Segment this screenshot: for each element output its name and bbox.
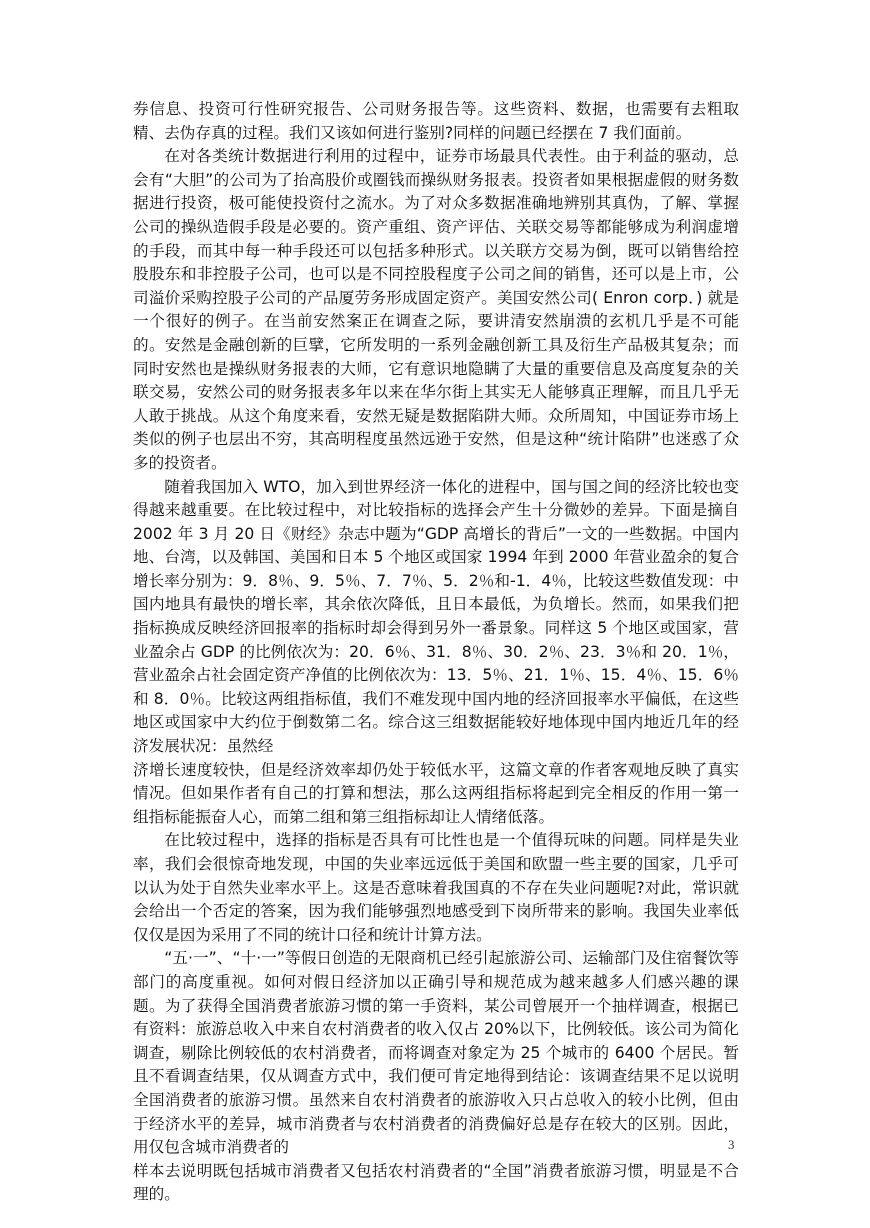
paragraph-wto-comparison: 随着我国加入 WTO，加入到世界经济一体化的进程中，国与国之间的经济比较也变得越来越重要。在比较过程中，对比较指标的选择会产生十分微妙的差异。下面是摘自 2002 年 3 月 20 日《财经》杂志中题为“GDP 高增长的背后”一文的一些数据。中国内地、台湾，以及韩国、美国和日本 5 个地区或国家 1994 年到 2000 年营业盈余的复合增长率分别为：9．8％、9．5％、7．7％、5．2％和-1．4％，比较这些数值发现：中国内地具有最快的增长率，其余依次降低，且日本最低，为负增长。然而，如果我们把指标换成反映经济回报率的指标时却会得到另外一番景象。同样这 5 个地区或国家，营业盈余占 GDP 的比例依次为：20．6％、31．8％、30．2％、23．3％和 20．1％，营业盈余占社会固定资产净值的比例依次为：13．5％、21．1％、15．4％、15．6％和 8．0％。比较这两组指标值，我们不难发现中国内地的经济回报率水平偏低，在这些地区或国家中大约位于倒数第二名。综合这三组数据能较好地体现中国内地近几年的经济发展状况：虽然经 [133,477,739,756]
paragraph-wto-continued: 济增长速度较快，但是经济效率却仍处于较低水平，这篇文章的作者客观地反映了真实情况。但如果作者有自己的打算和想法，那么这两组指标将起到完全相反的作用一第一组指标能振奋人心，而第二组和第三组指标却让人情绪低落。 [133,760,739,826]
page-number: 3 [728,1137,735,1152]
paragraph-holiday-economy: “五·一”、“十·一”等假日创造的无限商机已经引起旅游公司、运输部门及住宿餐饮等部门的高度重视。如何对假日经济加以正确引导和规范成为越来越多人们感兴趣的课题。为了获得全国消费者旅游习惯的第一手资料，某公司曾展开一个抽样调查，根据已有资料：旅游总收入中来自农村消费者的收入仅占 20%以下，比例较低。该公司为简化调查，剔除比例较低的农村消费者，而将调查对象定为 25 个城市的 6400 个居民。暂且不看调查结果，仅从调查方式中，我们便可肯定地得到结论：该调查结果不足以说明全国消费者的旅游习惯。虽然来自农村消费者的旅游收入只占总收入的较小比例，但由于经济水平的差异，城市消费者与农村消费者的消费偏好总是存在较大的区别。因此，用仅包含城市消费者的 [133,949,739,1157]
paragraph-continued: 券信息、投资可行性研究报告、公司财务报告等。这些资料、数据，也需要有去粗取精、去伪存真的过程。我们又该如何进行鉴别?同样的问题已经摆在 7 我们面前。 [133,100,739,142]
paragraph-unemployment: 在比较过程中，选择的指标是否具有可比性也是一个值得玩味的问题。同样是失业率，我们会很惊奇地发现，中国的失业率远远低于美国和欧盟一些主要的国家，几乎可以认为处于自然失业率水平上。这是否意味着我国真的不存在失业问题呢?对此，常识就会给出一个否定的答案，因为我们能够强烈地感受到下岗所带来的影响。我国失业率低仅仅是因为采用了不同的统计口径和统计计算方法。 [133,831,739,944]
paragraph-holiday-continued: 样本去说明既包括城市消费者又包括农村消费者的“全国”消费者旅游习惯，明显是不合理的。 [133,1161,739,1204]
body-text [133,98,739,1207]
paragraph-securities-market: 在对各类统计数据进行利用的过程中，证券市场最具代表性。由于利益的驱动，总会有“大胆”的公司为了抬高股价或圈钱而操纵财务报表。投资者如果根据虚假的财务数据进行投资，极可能使投资付之流水。为了对众多数据准确地辨别其真伪，了解、掌握公司的操纵造假手段是必要的。资产重组、资产评估、关联交易等都能够成为利润虚增的手段，而其中每一种手段还可以包括多种形式。以关联方交易为倒，既可以销售给控股股东和非控股子公司，也可以是不同控股程度子公司之间的销售，还可以是上市，公司溢价采购控股子公司的产品厦劳务形成固定资产。美国安然公司( Enron corp．) 就是一个很好的例子。在当前安然案正在调查之际，要讲清安然崩溃的玄机几乎是不可能的。安然是金融创新的巨擘，它所发明的一系列金融创新工具及衍生产品极其复杂；而同时安然也是操纵财务报表的大师，它有意识地隐瞒了大量的重要信息及高度复杂的关联交易，安然公司的财务报表多年以来在华尔街上其实无人能够真正理解，而且几乎无人敢于挑战。从这个角度来看，安然无疑是数据陷阱大师。众所周知，中国证券市场上类似的例子也层出不穷，其高明程度虽然远逊于安然，但是这种“统计陷阱”也迷惑了众多的投资者。 [133,147,739,472]
